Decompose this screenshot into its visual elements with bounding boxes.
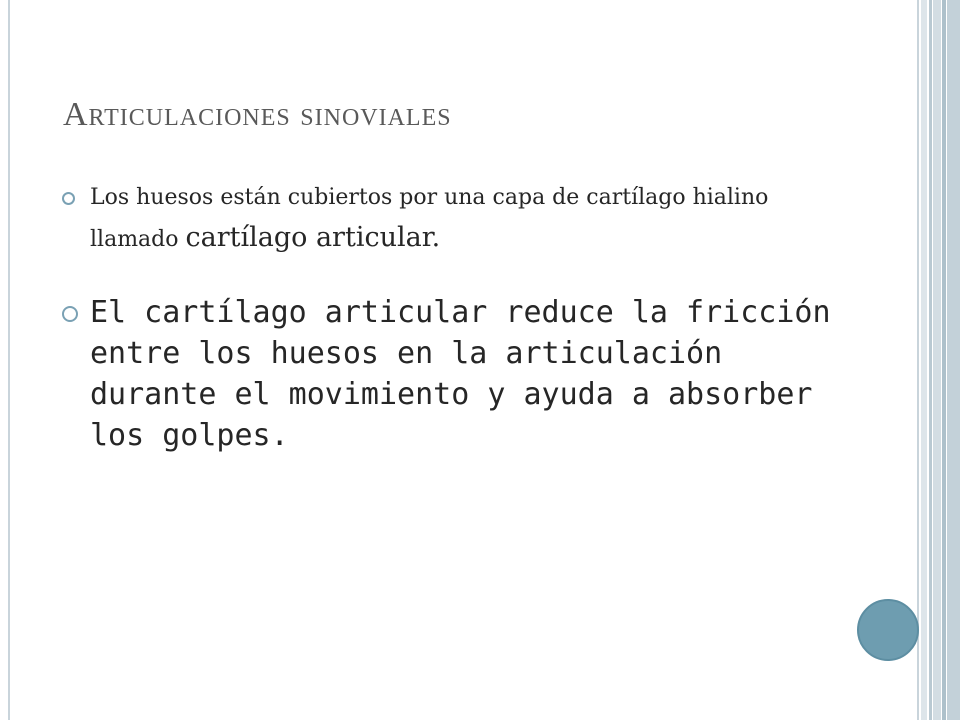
decor-stripe: [942, 0, 946, 720]
decor-stripe: [933, 0, 941, 720]
bullet-item: [62, 292, 852, 456]
bullet-circle-icon: [62, 306, 78, 322]
slide-title: Articulaciones sinoviales: [63, 96, 452, 133]
decor-stripe: [947, 0, 960, 720]
decor-stripe: [921, 0, 927, 720]
decor-circle: [857, 599, 919, 661]
bullet-item: [62, 178, 852, 260]
bullet-circle-icon: [62, 192, 75, 205]
bullet-text: El cartílago articular reduce la fricción entre los huesos en la articulación durante el movimiento y ayuda a absorber los golpes.: [90, 295, 831, 453]
bullet-emphasis: cartílago articular: [185, 222, 432, 253]
bullet-list: [62, 178, 852, 456]
decor-stripe: [929, 0, 932, 720]
bullet-text: Los huesos están cubiertos por una capa de cartílago hialino llamado: [90, 185, 769, 252]
bullet-period: .: [431, 222, 441, 253]
